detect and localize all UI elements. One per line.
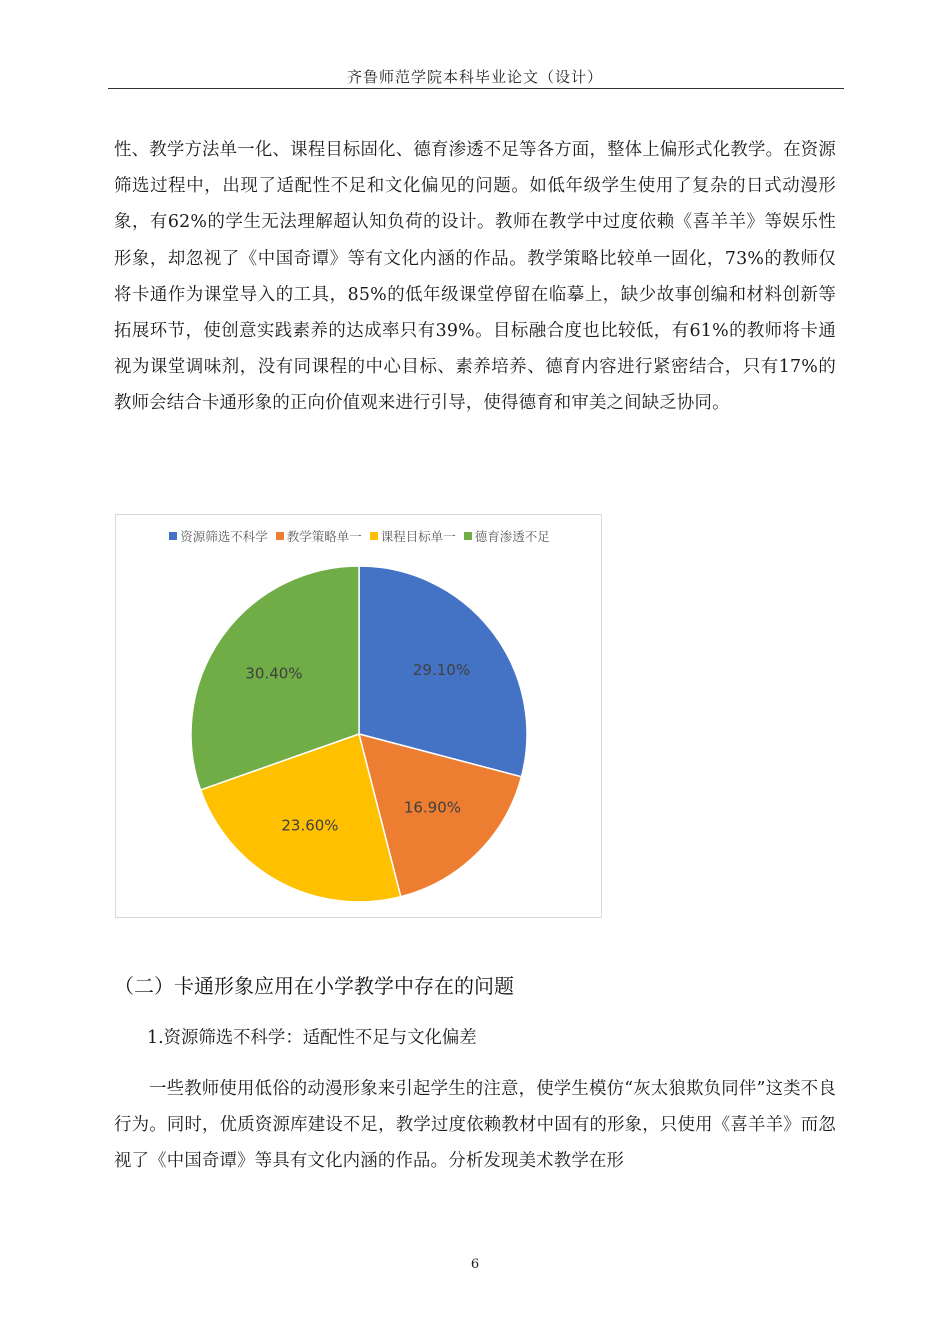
pie-data-label-1: 16.90%	[403, 798, 462, 817]
running-header: 齐鲁师范学院本科毕业论文（设计）	[346, 68, 603, 86]
subsection-heading: 1.资源筛选不科学：适配性不足与文化偏差	[147, 1028, 477, 1048]
pie-data-label-0: 29.10%	[412, 660, 471, 679]
legend-label-1: 教学策略单一	[286, 529, 362, 544]
section-heading: （二）卡通形象应用在小学教学中存在的问题	[114, 974, 514, 998]
pie-data-label-2: 23.60%	[281, 816, 339, 835]
pie-plot-area	[116, 515, 603, 919]
pie-data-label-3: 30.40%	[245, 664, 303, 683]
page-number: 6	[470, 1257, 480, 1272]
legend-label-0: 资源筛选不科学	[180, 529, 268, 544]
pie-chart	[115, 514, 602, 918]
legend-label-3: 德育渗透不足	[474, 529, 550, 544]
body-paragraph-1: 性、教学方法单一化、课程目标固化、德育渗透不足等各方面，整体上偏形式化教学。在资源筛选过程中，出现了适配性不足和文化偏见的问题。如低年级学生使用了复杂的日式动漫形象，有62%的学生无法理解超认知负荷的设计。教师在教学中过度依赖《喜羊羊》等娱乐性形象，却忽视了《中国奇谭》等有文化内涵的作品。教学策略比较单一固化，73%的教师仅将卡通作为课堂导入的工具，85%的低年级课堂停留在临摹上，缺少故事创编和材料创新等拓展环节，使创意实践素养的达成率只有39%。目标融合度也比较低，有61%的教师将卡通视为课堂调味剂，没有同课程的中心目标、素养培养、德育内容进行紧密结合，只有17%的教师会结合卡通形象的正向价值观来进行引导，使得德育和审美之间缺乏协同。	[114, 140, 836, 414]
header-rule	[108, 88, 844, 89]
legend-label-2: 课程目标单一	[380, 529, 456, 544]
body-paragraph-2: 一些教师使用低俗的动漫形象来引起学生的注意，使学生模仿“灰太狼欺负同伴”这类不良行为。同时，优质资源库建设不足，教学过度依赖教材中固有的形象，只使用《喜羊羊》而忽视了《中国奇谭》等具有文化内涵的作品。分析发现美术教学在形	[114, 1079, 836, 1172]
